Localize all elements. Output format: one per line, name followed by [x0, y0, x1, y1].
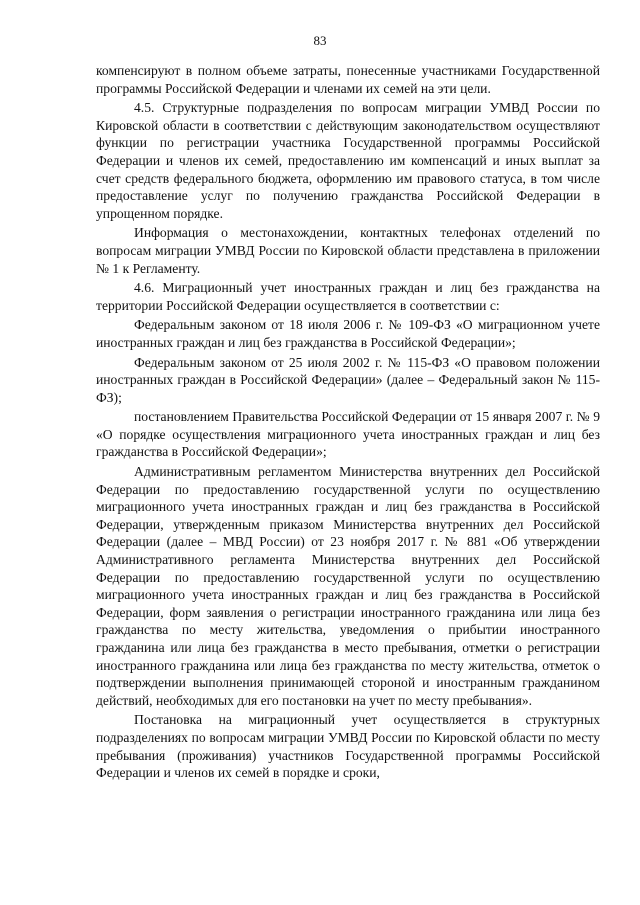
- paragraph-4-6: 4.6. Миграционный учет иностранных граждан и лиц без гражданства на территории Российской Федерации осуществляется в соответствии с:: [96, 280, 600, 313]
- page-number: 83: [313, 33, 327, 48]
- paragraph-migration-registration: Постановка на миграционный учет осуществляется в структурных подразделениях по вопросам миграции УМВД России по Кировской области по месту пребывания (проживания) участников Государственной программы Российской Федерации и членов их семей в порядке и сроки,: [96, 712, 600, 781]
- paragraph-contacts-info: Информация о местонахождении, контактных телефонах отделений по вопросам миграции УМВД России по Кировской области представлена в приложении № 1 к Регламенту.: [96, 225, 600, 276]
- paragraph-law-109-fz: Федеральным законом от 18 июля 2006 г. № 109-ФЗ «О миграционном учете иностранных граждан и лиц без гражданства в Российской Федерации»;: [96, 317, 600, 350]
- paragraph-4-5: 4.5. Структурные подразделения по вопросам миграции УМВД России по Кировской области в соответствии с действующим законодательством осуществляют функции по регистрации участника Государственной программы Российской Федерации и членов их семей, предоставлению им компенсаций и иных выплат за счет средств федерального бюджета, оформлению им правового статуса, в том числе предоставление услуг по получению гражданства Российской Федерации в упрощенном порядке.: [96, 100, 600, 221]
- paragraph-administrative-regulation: Административным регламентом Министерства внутренних дел Российской Федерации по предоставлению государственной услуги по осуществлению миграционного учета иностранных граждан и лиц без гражданства в Российской Федерации, утвержденным приказом Министерства внутренних дел Российской Федерации (далее – МВД России) от 23 ноября 2017 г. № 881 «Об утверждении Административного регламента Министерства внутренних дел Российской Федерации по предоставлению государственной услуги по осуществлению миграционного учета иностранных граждан и лиц без гражданства в Российской Федерации, форм заявления о регистрации иностранного гражданина или лица без гражданства по месту жительства, уведомления о прибытии иностранного гражданина или лица без гражданства в место пребывания, отметки о регистрации иностранного гражданина или лица без гражданства по месту жительства, отметок о подтверждении выполнения принимающей стороной и иностранным гражданином действий, необходимых для его постановки на учет по месту пребывания».: [96, 464, 600, 708]
- paragraph-government-decree: постановлением Правительства Российской Федерации от 15 января 2007 г. № 9 «О порядке осуществления миграционного учета иностранных граждан и лиц без гражданства в Российской Федерации»;: [96, 409, 600, 460]
- paragraph-law-115-fz: Федеральным законом от 25 июля 2002 г. № 115-ФЗ «О правовом положении иностранных граждан в Российской Федерации» (далее – Федеральный закон № 115-ФЗ);: [96, 354, 600, 405]
- paragraph-continuation: компенсируют в полном объеме затраты, понесенные участниками Государственной программы Российской Федерации и членами их семей на эти цели.: [96, 63, 600, 96]
- document-body: [96, 62, 600, 784]
